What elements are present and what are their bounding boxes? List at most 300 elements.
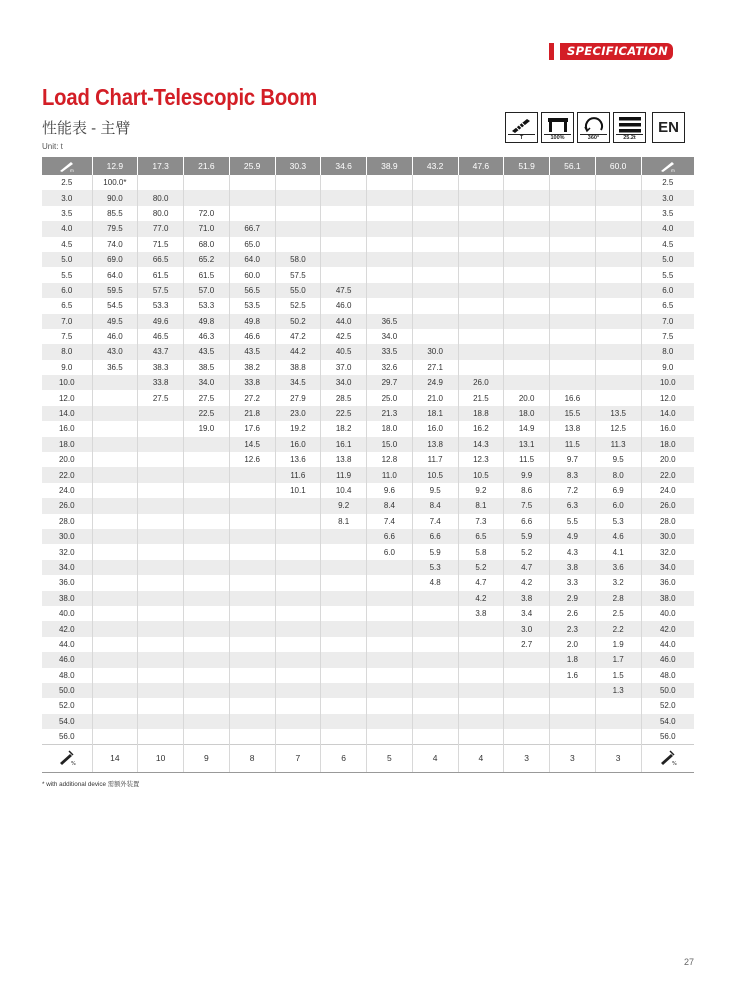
capacity-cell: 2.0 xyxy=(550,637,596,652)
capacity-cell: 27.5 xyxy=(138,390,184,405)
radius-cell: 7.5 xyxy=(42,329,92,344)
radius-cell: 44.0 xyxy=(42,637,92,652)
footnote: * with additional device 需额外装置 xyxy=(42,781,140,788)
capacity-cell xyxy=(550,267,596,282)
table-row xyxy=(42,683,694,698)
capacity-cell: 22.5 xyxy=(321,406,367,421)
capacity-cell xyxy=(92,714,138,729)
capacity-cell xyxy=(504,298,550,313)
capacity-cell: 42.5 xyxy=(321,329,367,344)
capacity-cell: 25.0 xyxy=(367,390,413,405)
capacity-cell: 6.6 xyxy=(412,529,458,544)
capacity-cell: 19.2 xyxy=(275,421,321,436)
capacity-cell: 3.8 xyxy=(550,560,596,575)
capacity-cell xyxy=(367,298,413,313)
capacity-cell: 33.5 xyxy=(367,344,413,359)
radius-cell: 40.0 xyxy=(641,606,694,621)
capacity-cell xyxy=(458,283,504,298)
capacity-cell xyxy=(458,267,504,282)
capacity-cell xyxy=(275,190,321,205)
capacity-cell xyxy=(595,714,641,729)
radius-cell: 34.0 xyxy=(641,560,694,575)
capacity-cell xyxy=(458,314,504,329)
radius-cell: 30.0 xyxy=(641,529,694,544)
capacity-cell: 7.4 xyxy=(412,514,458,529)
radius-cell: 40.0 xyxy=(42,606,92,621)
capacity-cell xyxy=(458,237,504,252)
radius-cell: 22.0 xyxy=(42,467,92,482)
capacity-cell: 34.0 xyxy=(184,375,230,390)
capacity-cell xyxy=(275,529,321,544)
radius-cell: 32.0 xyxy=(641,544,694,559)
capacity-cell xyxy=(229,714,275,729)
radius-cell: 18.0 xyxy=(42,437,92,452)
capacity-cell: 12.5 xyxy=(595,421,641,436)
capacity-cell: 80.0 xyxy=(138,190,184,205)
capacity-cell xyxy=(92,621,138,636)
capacity-cell: 23.0 xyxy=(275,406,321,421)
capacity-cell: 9.5 xyxy=(412,483,458,498)
capacity-cell: 3.3 xyxy=(550,575,596,590)
capacity-cell xyxy=(504,252,550,267)
capacity-cell: 6.0 xyxy=(595,498,641,513)
boom-length-header: 43.2 xyxy=(412,157,458,175)
capacity-cell xyxy=(595,698,641,713)
capacity-cell xyxy=(412,237,458,252)
table-row xyxy=(42,206,694,221)
slewing-caption: 360° xyxy=(580,134,607,141)
counterweight-caption: 25.2t xyxy=(616,134,643,141)
capacity-cell: 72.0 xyxy=(184,206,230,221)
capacity-cell xyxy=(229,498,275,513)
table-row xyxy=(42,575,694,590)
capacity-cell: 32.6 xyxy=(367,360,413,375)
capacity-cell xyxy=(229,621,275,636)
capacity-cell: 4.7 xyxy=(504,560,550,575)
capacity-cell xyxy=(92,637,138,652)
capacity-cell xyxy=(229,190,275,205)
capacity-cell xyxy=(184,467,230,482)
capacity-cell: 61.5 xyxy=(138,267,184,282)
capacity-cell xyxy=(321,729,367,744)
capacity-cell: 9.2 xyxy=(321,498,367,513)
capacity-cell: 21.5 xyxy=(458,390,504,405)
radius-cell: 8.0 xyxy=(641,344,694,359)
capacity-cell xyxy=(229,560,275,575)
capacity-cell xyxy=(504,360,550,375)
capacity-cell xyxy=(458,252,504,267)
capacity-cell: 6.9 xyxy=(595,483,641,498)
capacity-cell xyxy=(595,206,641,221)
capacity-cell: 4.8 xyxy=(412,575,458,590)
capacity-cell xyxy=(275,714,321,729)
radius-cell: 54.0 xyxy=(42,714,92,729)
capacity-cell: 12.6 xyxy=(229,452,275,467)
capacity-cell: 53.5 xyxy=(229,298,275,313)
capacity-cell xyxy=(92,452,138,467)
radius-cell: 16.0 xyxy=(42,421,92,436)
capacity-cell: 4.6 xyxy=(595,529,641,544)
capacity-cell xyxy=(229,544,275,559)
capacity-cell xyxy=(275,606,321,621)
section-icon-right xyxy=(641,744,694,772)
capacity-cell: 50.2 xyxy=(275,314,321,329)
capacity-cell xyxy=(229,591,275,606)
section-tag xyxy=(549,43,673,60)
capacity-cell xyxy=(550,698,596,713)
capacity-cell xyxy=(595,283,641,298)
capacity-cell: 38.5 xyxy=(184,360,230,375)
table-row xyxy=(42,267,694,282)
capacity-cell: 3.4 xyxy=(504,606,550,621)
capacity-cell xyxy=(458,621,504,636)
capacity-cell xyxy=(595,729,641,744)
capacity-cell xyxy=(92,591,138,606)
capacity-cell: 49.8 xyxy=(184,314,230,329)
boom-length-header-row xyxy=(42,157,694,175)
capacity-cell: 7.2 xyxy=(550,483,596,498)
capacity-cell xyxy=(550,344,596,359)
capacity-cell xyxy=(229,606,275,621)
radius-cell: 3.5 xyxy=(42,206,92,221)
capacity-cell xyxy=(184,483,230,498)
radius-cell: 36.0 xyxy=(641,575,694,590)
radius-cell: 2.5 xyxy=(641,175,694,190)
table-row xyxy=(42,283,694,298)
capacity-cell xyxy=(184,575,230,590)
capacity-cell xyxy=(92,729,138,744)
capacity-cell: 27.2 xyxy=(229,390,275,405)
radius-header-icon xyxy=(42,157,92,175)
capacity-cell xyxy=(321,221,367,236)
section-icon xyxy=(42,744,92,772)
radius-cell: 5.5 xyxy=(42,267,92,282)
capacity-cell xyxy=(138,698,184,713)
capacity-cell xyxy=(92,606,138,621)
capacity-cell xyxy=(275,560,321,575)
capacity-cell xyxy=(138,421,184,436)
boom-length-header: 21.6 xyxy=(184,157,230,175)
radius-cell: 54.0 xyxy=(641,714,694,729)
capacity-cell xyxy=(458,714,504,729)
table-row xyxy=(42,314,694,329)
section-count: 10 xyxy=(138,744,184,772)
capacity-cell xyxy=(367,698,413,713)
capacity-cell xyxy=(229,698,275,713)
capacity-cell: 8.1 xyxy=(321,514,367,529)
capacity-cell xyxy=(504,698,550,713)
capacity-cell xyxy=(504,729,550,744)
capacity-cell: 65.2 xyxy=(184,252,230,267)
radius-cell: 50.0 xyxy=(641,683,694,698)
outrigger-icon xyxy=(541,112,574,143)
capacity-cell xyxy=(184,437,230,452)
capacity-cell xyxy=(275,514,321,529)
capacity-cell: 10.4 xyxy=(321,483,367,498)
capacity-cell: 5.8 xyxy=(458,544,504,559)
radius-cell: 50.0 xyxy=(42,683,92,698)
page-subtitle: 性能表 - 主臂 xyxy=(42,120,131,137)
capacity-cell xyxy=(275,652,321,667)
capacity-cell xyxy=(184,452,230,467)
radius-cell: 14.0 xyxy=(42,406,92,421)
capacity-cell: 29.7 xyxy=(367,375,413,390)
capacity-cell: 2.6 xyxy=(550,606,596,621)
capacity-cell: 16.0 xyxy=(412,421,458,436)
capacity-cell: 4.2 xyxy=(504,575,550,590)
capacity-cell: 2.3 xyxy=(550,621,596,636)
radius-cell: 48.0 xyxy=(42,668,92,683)
capacity-cell xyxy=(550,314,596,329)
capacity-cell: 8.4 xyxy=(412,498,458,513)
capacity-cell: 40.5 xyxy=(321,344,367,359)
capacity-cell xyxy=(412,221,458,236)
capacity-cell xyxy=(275,698,321,713)
capacity-cell xyxy=(229,467,275,482)
capacity-cell xyxy=(367,683,413,698)
capacity-cell xyxy=(412,206,458,221)
capacity-cell xyxy=(321,652,367,667)
page-number: 27 xyxy=(684,957,695,967)
capacity-cell: 28.5 xyxy=(321,390,367,405)
capacity-cell xyxy=(138,544,184,559)
radius-cell: 9.0 xyxy=(42,360,92,375)
capacity-cell xyxy=(138,668,184,683)
capacity-cell xyxy=(92,544,138,559)
boom-length-header: 30.3 xyxy=(275,157,321,175)
capacity-cell xyxy=(321,175,367,190)
radius-cell: 5.0 xyxy=(641,252,694,267)
table-row xyxy=(42,606,694,621)
capacity-cell: 43.5 xyxy=(184,344,230,359)
radius-cell: 12.0 xyxy=(42,390,92,405)
capacity-cell xyxy=(229,175,275,190)
table-row xyxy=(42,529,694,544)
capacity-cell: 11.9 xyxy=(321,467,367,482)
table-row xyxy=(42,360,694,375)
capacity-cell: 8.0 xyxy=(595,467,641,482)
capacity-cell xyxy=(275,175,321,190)
radius-cell: 7.0 xyxy=(641,314,694,329)
capacity-cell xyxy=(504,344,550,359)
capacity-cell xyxy=(412,190,458,205)
capacity-cell: 22.5 xyxy=(184,406,230,421)
capacity-cell xyxy=(321,621,367,636)
capacity-cell: 13.1 xyxy=(504,437,550,452)
capacity-cell: 33.8 xyxy=(138,375,184,390)
capacity-cell: 15.0 xyxy=(367,437,413,452)
capacity-cell xyxy=(184,652,230,667)
capacity-cell: 38.2 xyxy=(229,360,275,375)
table-row xyxy=(42,437,694,452)
table-row xyxy=(42,221,694,236)
capacity-cell: 10.5 xyxy=(412,467,458,482)
radius-cell: 30.0 xyxy=(42,529,92,544)
capacity-cell: 36.5 xyxy=(92,360,138,375)
capacity-cell xyxy=(138,729,184,744)
capacity-cell xyxy=(138,175,184,190)
capacity-cell: 6.3 xyxy=(550,498,596,513)
capacity-cell: 9.7 xyxy=(550,452,596,467)
capacity-cell: 6.6 xyxy=(504,514,550,529)
table-row xyxy=(42,298,694,313)
radius-cell: 44.0 xyxy=(641,637,694,652)
load-rows xyxy=(42,175,694,744)
table-row xyxy=(42,390,694,405)
section-tag-bar xyxy=(549,43,554,60)
capacity-cell xyxy=(138,652,184,667)
capacity-cell xyxy=(184,560,230,575)
radius-cell: 6.5 xyxy=(641,298,694,313)
capacity-cell xyxy=(504,267,550,282)
capacity-cell: 3.2 xyxy=(595,575,641,590)
capacity-cell xyxy=(458,175,504,190)
radius-cell: 42.0 xyxy=(42,621,92,636)
capacity-cell: 2.5 xyxy=(595,606,641,621)
capacity-cell: 5.3 xyxy=(412,560,458,575)
radius-cell: 42.0 xyxy=(641,621,694,636)
capacity-cell xyxy=(275,683,321,698)
capacity-cell xyxy=(367,221,413,236)
page-title: Load Chart-Telescopic Boom xyxy=(42,84,318,110)
radius-cell: 7.0 xyxy=(42,314,92,329)
radius-cell: 9.0 xyxy=(641,360,694,375)
radius-cell: 3.0 xyxy=(42,190,92,205)
capacity-cell xyxy=(412,683,458,698)
table-row xyxy=(42,544,694,559)
boom-length-header: 25.9 xyxy=(229,157,275,175)
capacity-cell: 26.0 xyxy=(458,375,504,390)
capacity-cell: 5.5 xyxy=(550,514,596,529)
capacity-cell: 43.0 xyxy=(92,344,138,359)
boom-length-header: 38.9 xyxy=(367,157,413,175)
radius-cell: 34.0 xyxy=(42,560,92,575)
table-row xyxy=(42,452,694,467)
capacity-cell xyxy=(550,714,596,729)
capacity-cell: 66.7 xyxy=(229,221,275,236)
radius-cell: 46.0 xyxy=(42,652,92,667)
capacity-cell: 6.5 xyxy=(458,529,504,544)
capacity-cell: 7.4 xyxy=(367,514,413,529)
radius-cell: 20.0 xyxy=(641,452,694,467)
capacity-cell: 11.0 xyxy=(367,467,413,482)
capacity-cell xyxy=(184,498,230,513)
capacity-cell xyxy=(367,206,413,221)
capacity-cell xyxy=(138,591,184,606)
section-count: 3 xyxy=(550,744,596,772)
capacity-cell: 4.1 xyxy=(595,544,641,559)
capacity-cell xyxy=(458,190,504,205)
capacity-cell xyxy=(367,560,413,575)
capacity-cell xyxy=(184,698,230,713)
capacity-cell xyxy=(275,575,321,590)
capacity-cell xyxy=(229,683,275,698)
capacity-cell xyxy=(550,190,596,205)
capacity-cell xyxy=(504,206,550,221)
capacity-cell xyxy=(229,206,275,221)
capacity-cell xyxy=(367,591,413,606)
capacity-cell: 19.0 xyxy=(184,421,230,436)
capacity-cell xyxy=(275,544,321,559)
capacity-cell: 13.6 xyxy=(275,452,321,467)
capacity-cell: 56.5 xyxy=(229,283,275,298)
capacity-cell: 13.8 xyxy=(321,452,367,467)
capacity-cell: 2.7 xyxy=(504,637,550,652)
table-row xyxy=(42,329,694,344)
capacity-cell xyxy=(92,529,138,544)
capacity-cell xyxy=(458,360,504,375)
capacity-cell: 46.5 xyxy=(138,329,184,344)
capacity-cell: 46.0 xyxy=(321,298,367,313)
radius-cell: 56.0 xyxy=(42,729,92,744)
capacity-cell xyxy=(321,252,367,267)
capacity-cell xyxy=(412,714,458,729)
capacity-cell xyxy=(138,529,184,544)
section-count: 4 xyxy=(458,744,504,772)
capacity-cell xyxy=(550,683,596,698)
capacity-cell: 66.5 xyxy=(138,252,184,267)
capacity-cell xyxy=(458,221,504,236)
capacity-cell xyxy=(138,606,184,621)
radius-cell: 26.0 xyxy=(42,498,92,513)
capacity-cell xyxy=(275,637,321,652)
capacity-cell: 71.0 xyxy=(184,221,230,236)
telescopic-boom-icon xyxy=(505,112,538,143)
section-count-row xyxy=(42,744,694,772)
capacity-cell xyxy=(184,514,230,529)
capacity-cell xyxy=(550,298,596,313)
capacity-cell xyxy=(92,698,138,713)
radius-cell: 28.0 xyxy=(641,514,694,529)
capacity-cell: 49.5 xyxy=(92,314,138,329)
slewing-icon xyxy=(577,112,610,143)
capacity-cell xyxy=(138,452,184,467)
capacity-cell xyxy=(184,190,230,205)
capacity-cell xyxy=(184,729,230,744)
capacity-cell xyxy=(504,221,550,236)
table-row xyxy=(42,668,694,683)
capacity-cell xyxy=(184,591,230,606)
capacity-cell xyxy=(504,714,550,729)
capacity-cell: 85.5 xyxy=(92,206,138,221)
capacity-cell: 18.2 xyxy=(321,421,367,436)
capacity-cell: 9.5 xyxy=(595,452,641,467)
boom-length-header: 60.0 xyxy=(595,157,641,175)
capacity-cell xyxy=(92,575,138,590)
unit-label: Unit: t xyxy=(42,142,63,151)
capacity-cell: 34.0 xyxy=(367,329,413,344)
capacity-cell xyxy=(458,698,504,713)
capacity-cell xyxy=(595,190,641,205)
capacity-cell: 47.5 xyxy=(321,283,367,298)
capacity-cell xyxy=(595,375,641,390)
capacity-cell xyxy=(595,329,641,344)
outrigger-caption: 100% xyxy=(544,134,571,141)
radius-cell: 18.0 xyxy=(641,437,694,452)
capacity-cell xyxy=(412,668,458,683)
capacity-cell xyxy=(184,668,230,683)
svg-text:%: % xyxy=(671,761,677,767)
capacity-cell xyxy=(367,283,413,298)
capacity-cell xyxy=(550,283,596,298)
config-icons xyxy=(505,112,685,143)
capacity-cell xyxy=(184,529,230,544)
capacity-cell: 49.8 xyxy=(229,314,275,329)
capacity-cell xyxy=(92,421,138,436)
capacity-cell xyxy=(504,668,550,683)
capacity-cell xyxy=(412,175,458,190)
capacity-cell xyxy=(412,329,458,344)
